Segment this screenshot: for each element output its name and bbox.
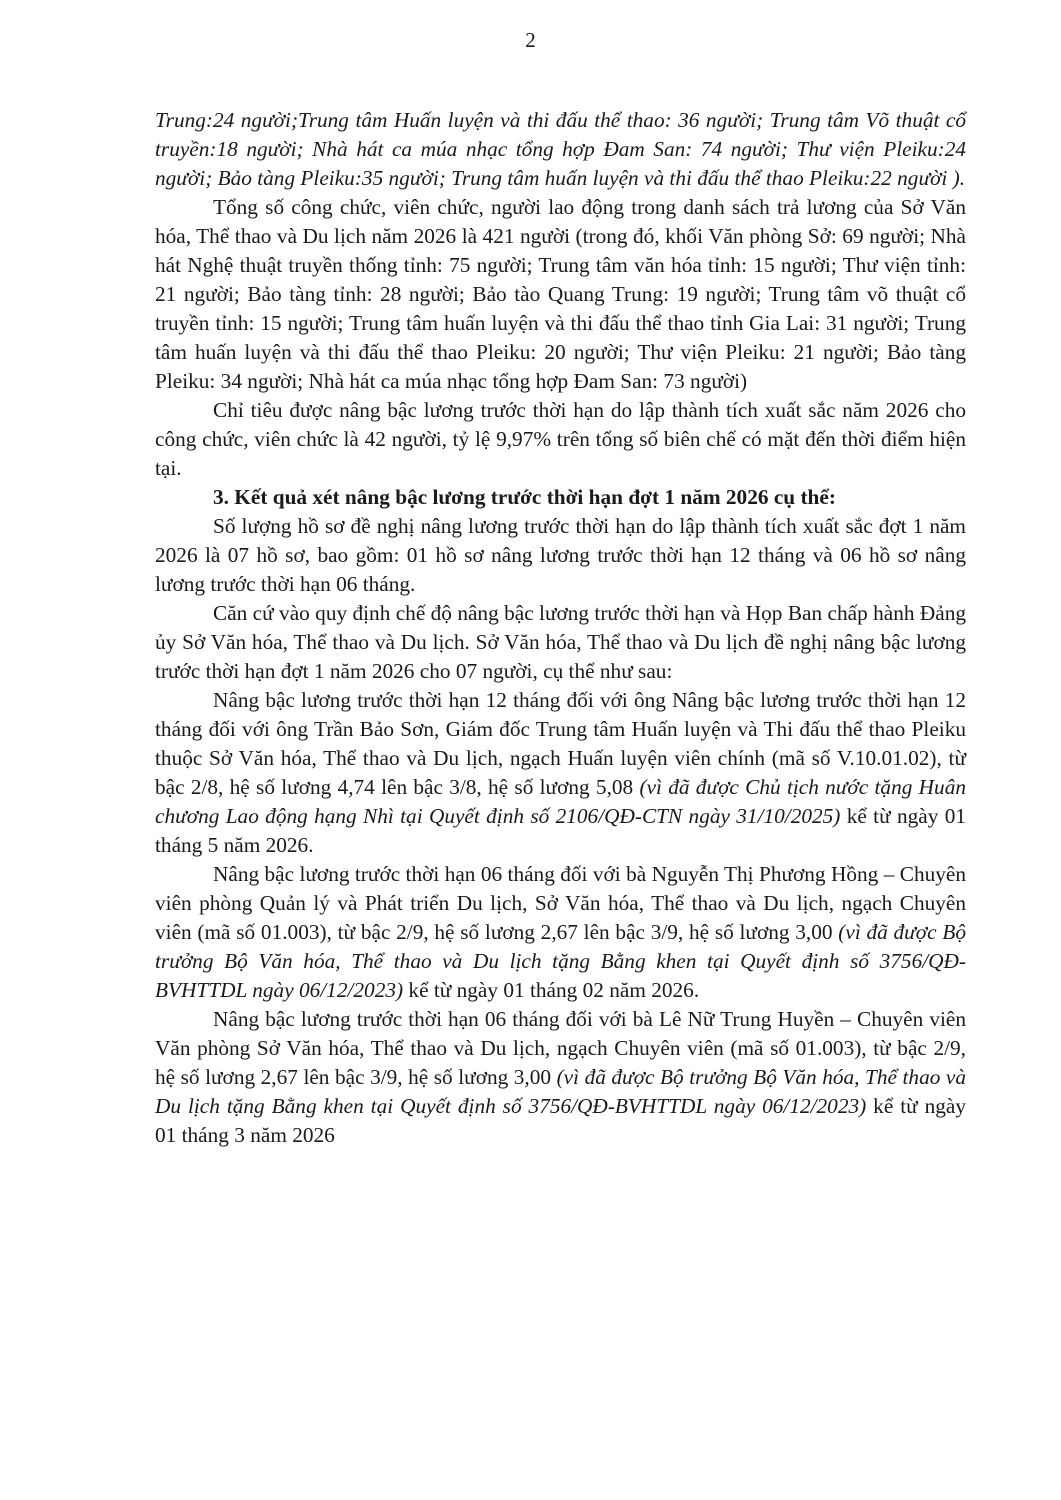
paragraph-promotion-tran-bao-son — [155, 686, 966, 860]
page-number: 2 — [525, 28, 536, 52]
paragraph-promotion-le-nu-trung-huyen — [155, 1005, 966, 1150]
paragraph-quota: Chỉ tiêu được nâng bậc lương trước thời hạn do lập thành tích xuất sắc năm 2026 cho công chức, viên chức là 42 người, tỷ lệ 9,97% trên tổng số biên chế có mặt đến thời điểm hiện tại. — [155, 398, 966, 480]
paragraph-promotion-nguyen-thi-phuong-hong — [155, 860, 966, 1005]
promotion-text: Nâng bậc lương trước thời hạn 12 tháng đối với ông Nâng bậc lương trước thời hạn 12 tháng đối với ông Trần Bảo Sơn, Giám đốc Trung tâm Huấn luyện và Thi đấu thể thao Pleiku thuộc Sở Văn hóa, Thể thao và Du lịch, ngạch Huấn luyện viên chính (mã số V.10.01.02), từ bậc 2/8, hệ số lương 4,74 lên bậc 3/8, hệ số lương 5,08 — [155, 688, 966, 799]
document-body — [155, 106, 966, 1150]
paragraph-total-staff: Tổng số công chức, viên chức, người lao động trong danh sách trả lương của Sở Văn hóa, Thể thao và Du lịch năm 2026 là 421 người (trong đó, khối Văn phòng Sở: 69 người; Nhà hát Nghệ thuật truyền thống tỉnh: 75 người; Trung tâm văn hóa tỉnh: 15 người; Thư viện tỉnh: 21 người; Bảo tàng tỉnh: 28 người; Bảo tào Quang Trung: 19 người; Trung tâm võ thuật cổ truyền tỉnh: 15 người; Trung tâm huấn luyện và thi đấu thể thao tỉnh Gia Lai: 31 người; Trung tâm huấn luyện và thi đấu thể thao Pleiku: 20 người; Thư viện Pleiku: 21 người; Bảo tàng Pleiku: 34 người; Nhà hát ca múa nhạc tổng hợp Đam San: 73 người) — [155, 195, 966, 393]
promotion-effective-date: kể từ ngày 01 tháng 3 năm 2026 — [155, 1094, 967, 1147]
promotion-text: Nâng bậc lương trước thời hạn 06 tháng đối với bà Nguyễn Thị Phương Hồng – Chuyên viên phòng Quản lý và Phát triển Du lịch, Sở Văn hóa, Thể thao và Du lịch, ngạch Chuyên viên (mã số 01.003), từ bậc 2/9, hệ số lương 2,67 lên bậc 3/9, hệ số lương 3,00 — [155, 862, 966, 944]
promotion-reason: (vì đã được Bộ trưởng Bộ Văn hóa, Thể thao và Du lịch tặng Bằng khen tại Quyết định số 3756/QĐ-BVHTTDL ngày 06/12/2023) — [155, 920, 966, 1002]
paragraph-staff-list-continued: Trung:24 người;Trung tâm Huấn luyện và thi đấu thể thao: 36 người; Trung tâm Võ thuật cổ truyền:18 người; Nhà hát ca múa nhạc tổng hợp Đam San: 74 người; Thư viện Pleiku:24 người; Bảo tàng Pleiku:35 người; Trung tâm huấn luyện và thi đấu thể thao Pleiku:22 người ). — [155, 108, 966, 190]
promotion-effective-date: kể từ ngày 01 tháng 02 năm 2026. — [403, 978, 700, 1002]
promotion-effective-date: kể từ ngày 01 tháng 5 năm 2026. — [155, 804, 966, 857]
section-heading-results: 3. Kết quả xét nâng bậc lương trước thời hạn đợt 1 năm 2026 cụ thể: — [213, 485, 836, 509]
promotion-reason: (vì đã được Bộ trưởng Bộ Văn hóa, Thể thao và Du lịch tặng Bằng khen tại Quyết định số 3756/QĐ-BVHTTDL ngày 06/12/2023) — [155, 1065, 966, 1118]
paragraph-dossier-count: Số lượng hồ sơ đề nghị nâng lương trước thời hạn do lập thành tích xuất sắc đợt 1 năm 2026 là 07 hồ sơ, bao gồm: 01 hồ sơ nâng lương trước thời hạn 12 tháng và 06 hồ sơ nâng lương trước thời hạn 06 tháng. — [155, 514, 966, 596]
promotion-text: Nâng bậc lương trước thời hạn 06 tháng đối với bà Lê Nữ Trung Huyền – Chuyên viên Văn phòng Sở Văn hóa, Thể thao và Du lịch, ngạch Chuyên viên (mã số 01.003), từ bậc 2/9, hệ số lương 2,67 lên bậc 3/9, hệ số lương 3,00 — [155, 1007, 966, 1089]
promotion-reason: (vì đã được Chủ tịch nước tặng Huân chương Lao động hạng Nhì tại Quyết định số 2106/QĐ-CTN ngày 31/10/2025) — [155, 775, 966, 828]
paragraph-basis: Căn cứ vào quy định chế độ nâng bậc lương trước thời hạn và Họp Ban chấp hành Đảng ủy Sở Văn hóa, Thể thao và Du lịch. Sở Văn hóa, Thể thao và Du lịch đề nghị nâng bậc lương trước thời hạn đợt 1 năm 2026 cho 07 người, cụ thể như sau: — [155, 601, 966, 683]
